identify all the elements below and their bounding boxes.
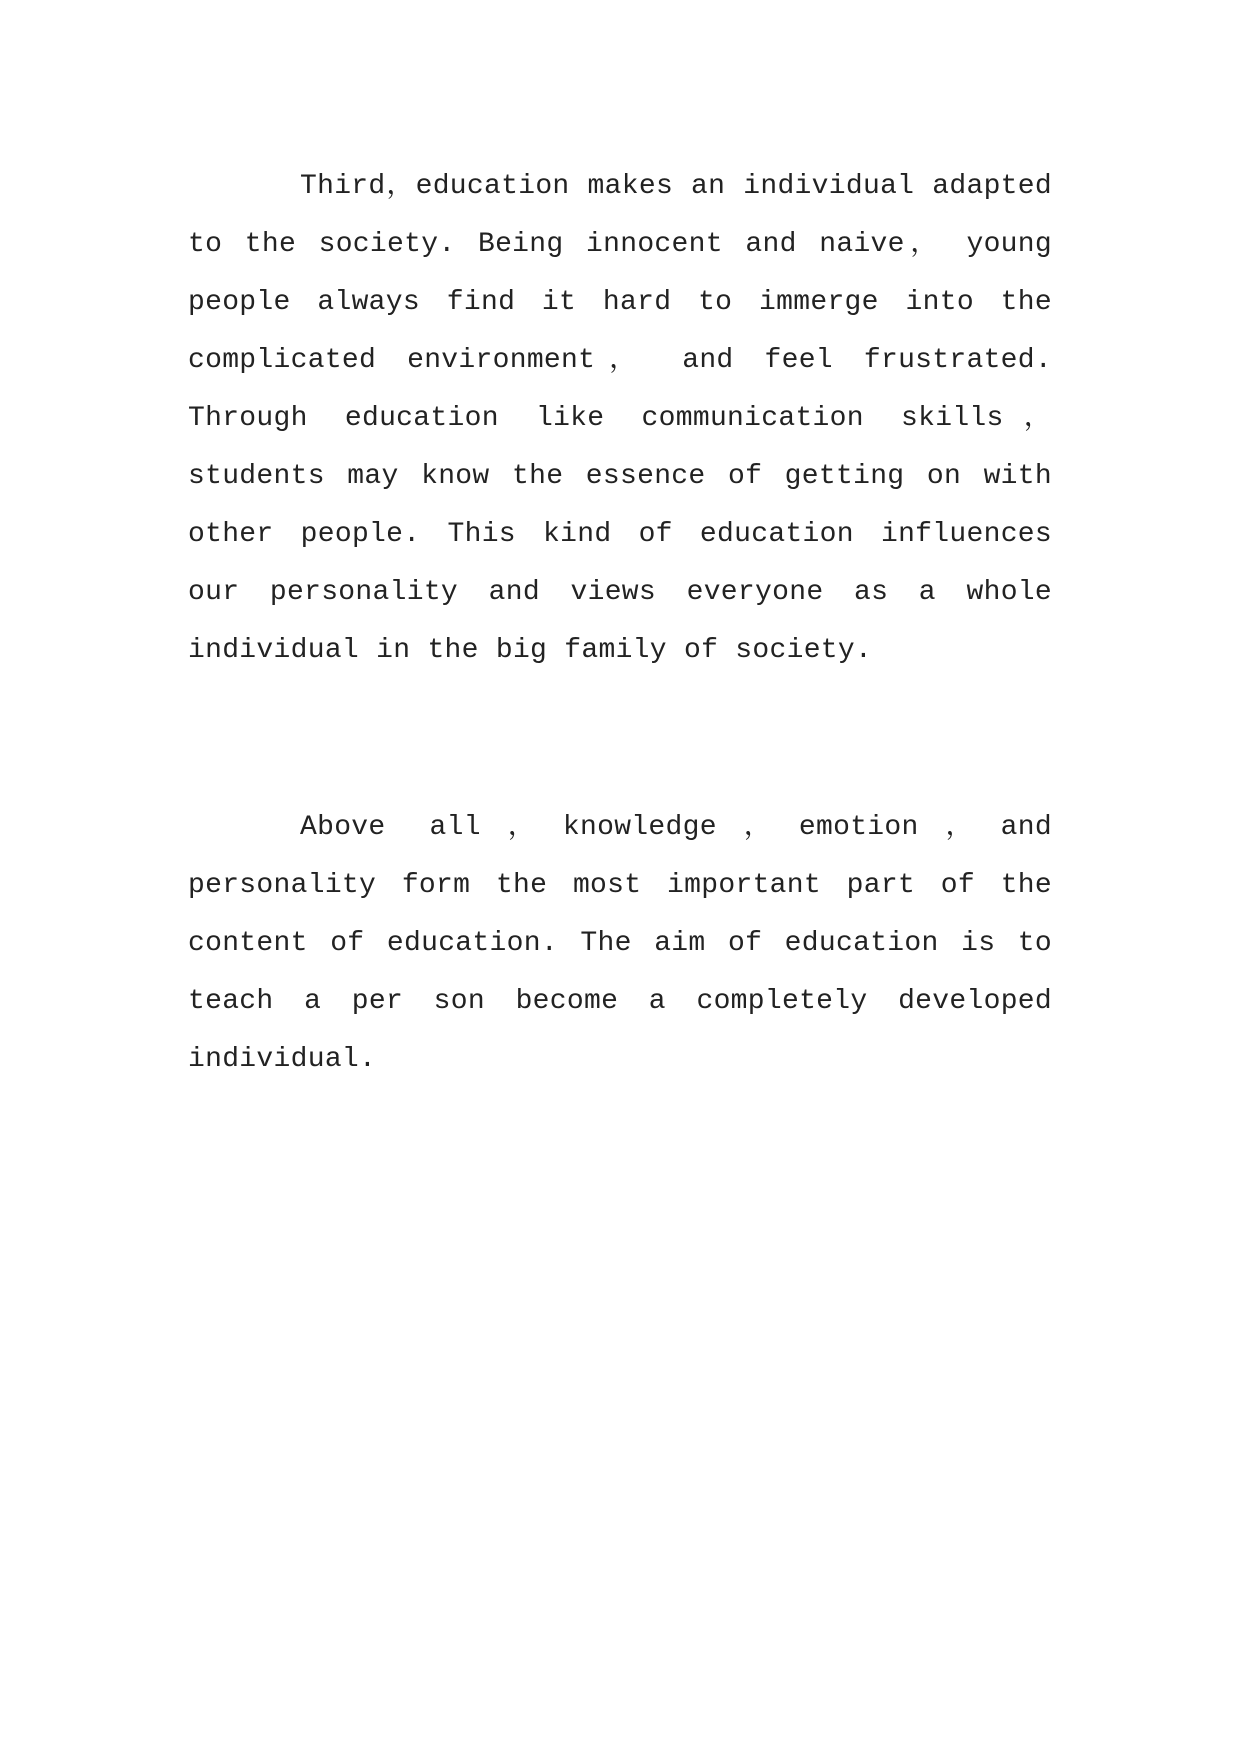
body-paragraph-conclusion: Above all，knowledge，emotion，and personality form the most important part of the content of education. The aim of education is to teach a per son become a completely developed individual.: [188, 812, 1052, 1075]
body-paragraph-third-point: Third，education makes an individual adapted to the society. Being innocent and naive， young people always find it hard to immerge into the complicated environment， and feel frustrated. Through education like communication skills， students may know the essence of getting on with other people. This kind of education influences our personality and views everyone as a whole individual in the big family of society.: [188, 171, 1052, 666]
